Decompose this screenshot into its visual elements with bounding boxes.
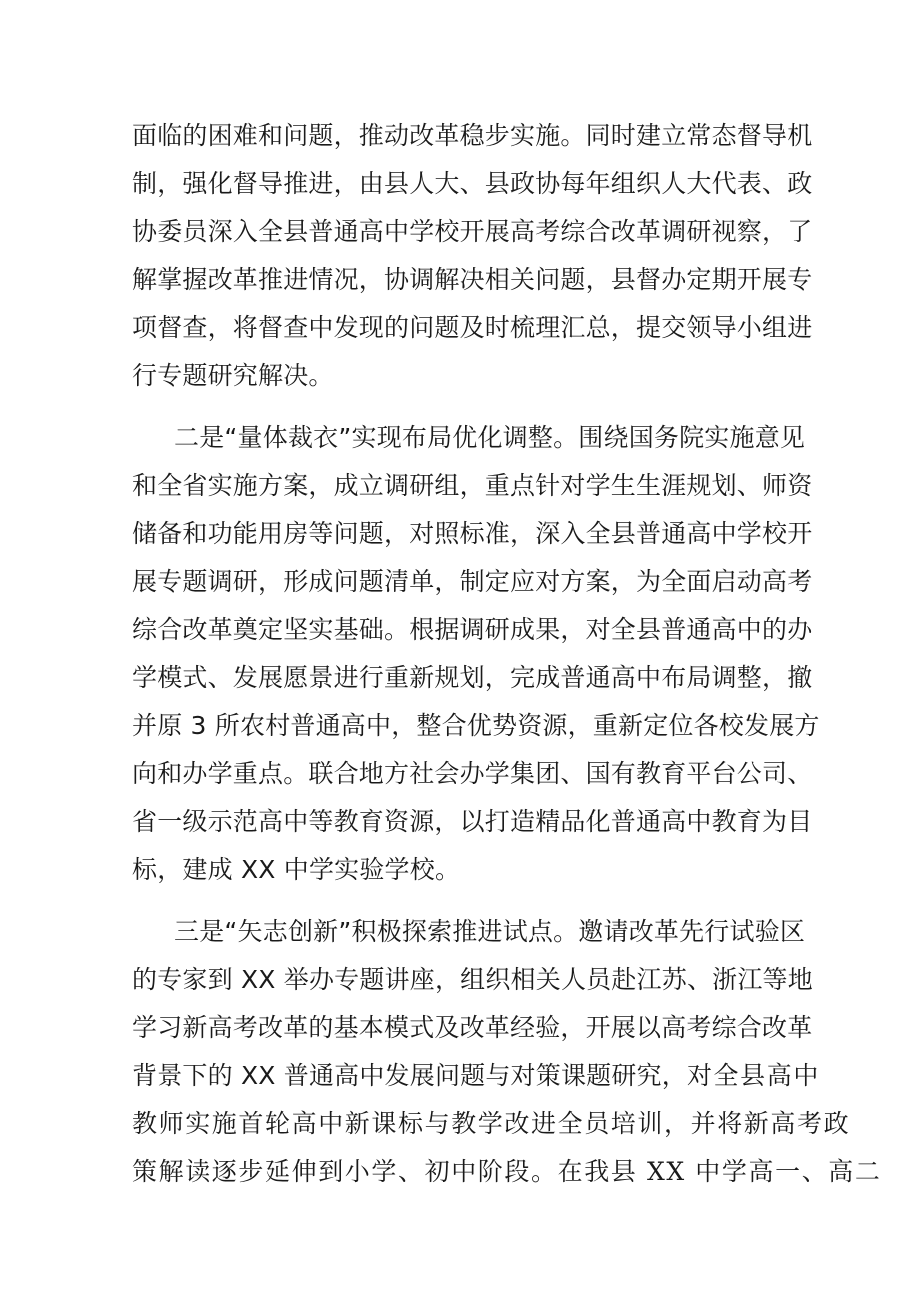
text-line: 制，强化督导推进，由县人大、县政协每年组织人大代表、政	[132, 169, 813, 199]
paragraph-3	[132, 908, 882, 1197]
paragraph-1	[132, 112, 813, 401]
paragraph-gap	[132, 895, 782, 908]
text-line: 学模式、发展愿景进行重新规划，完成普通高中布局调整，撤	[132, 663, 813, 693]
text-line: 策解读逐步延伸到小学、初中阶段。在我县 XX 中学高一、高二	[132, 1156, 882, 1186]
text-line: 储备和功能用房等问题，对照标准，深入全县普通高中学校开	[132, 518, 813, 548]
text-line: 二是“量体裁衣”实现布局优化调整。围绕国务院实施意见	[174, 422, 806, 452]
text-line: 标，建成 XX 中学实验学校。	[132, 855, 461, 885]
text-line: 并原 3 所农村普通高中，整合优势资源，重新定位各校发展方	[132, 711, 820, 741]
text-line: 解掌握改革推进情况，协调解决相关问题，县督办定期开展专	[132, 265, 813, 295]
text-line: 三是“矢志创新”积极探索推进试点。邀请改革先行试验区	[174, 916, 806, 946]
text-line: 省一级示范高中等教育资源，以打造精品化普通高中教育为目	[132, 807, 813, 837]
text-line: 协委员深入全县普通高中学校开展高考综合改革调研视察，了	[132, 217, 813, 247]
text-line: 展专题调研，形成问题清单，制定应对方案，为全面启动高考	[132, 566, 813, 596]
paragraph-2	[132, 414, 820, 895]
text-line: 的专家到 XX 举办专题讲座，组织相关人员赴江苏、浙江等地	[132, 964, 813, 994]
text-line: 面临的困难和问题，推动改革稳步实施。同时建立常态督导机	[132, 121, 813, 150]
text-segment: 背景下的 XX 普通高中发展问题与对策课题研究，	[132, 1060, 687, 1090]
text-line: 综合改革奠定坚实基础。根据调研成果，对全县普通高中的办	[132, 614, 813, 644]
text-line: 行专题研究解决。	[132, 361, 334, 391]
paragraph-gap	[132, 401, 782, 414]
text-line: 学习新高考改革的基本模式及改革经验，开展以高考综合改革	[132, 1012, 813, 1042]
text-line: 和全省实施方案，成立调研组，重点针对学生生涯规划、师资	[132, 470, 813, 500]
text-line: 项督查，将督查中发现的问题及时梳理汇总，提交领导小组进	[132, 313, 813, 343]
document-body	[132, 112, 882, 1196]
text-line: 教师实施首轮高中新课标与教学改进全员培训，并将新高考政	[132, 1108, 851, 1138]
text-segment-serif: 对全县高中	[686, 1060, 820, 1090]
text-line: 向和办学重点。联合地方社会办学集团、国有教育平台公司、	[132, 759, 813, 789]
text-line-mixed	[132, 1052, 820, 1100]
